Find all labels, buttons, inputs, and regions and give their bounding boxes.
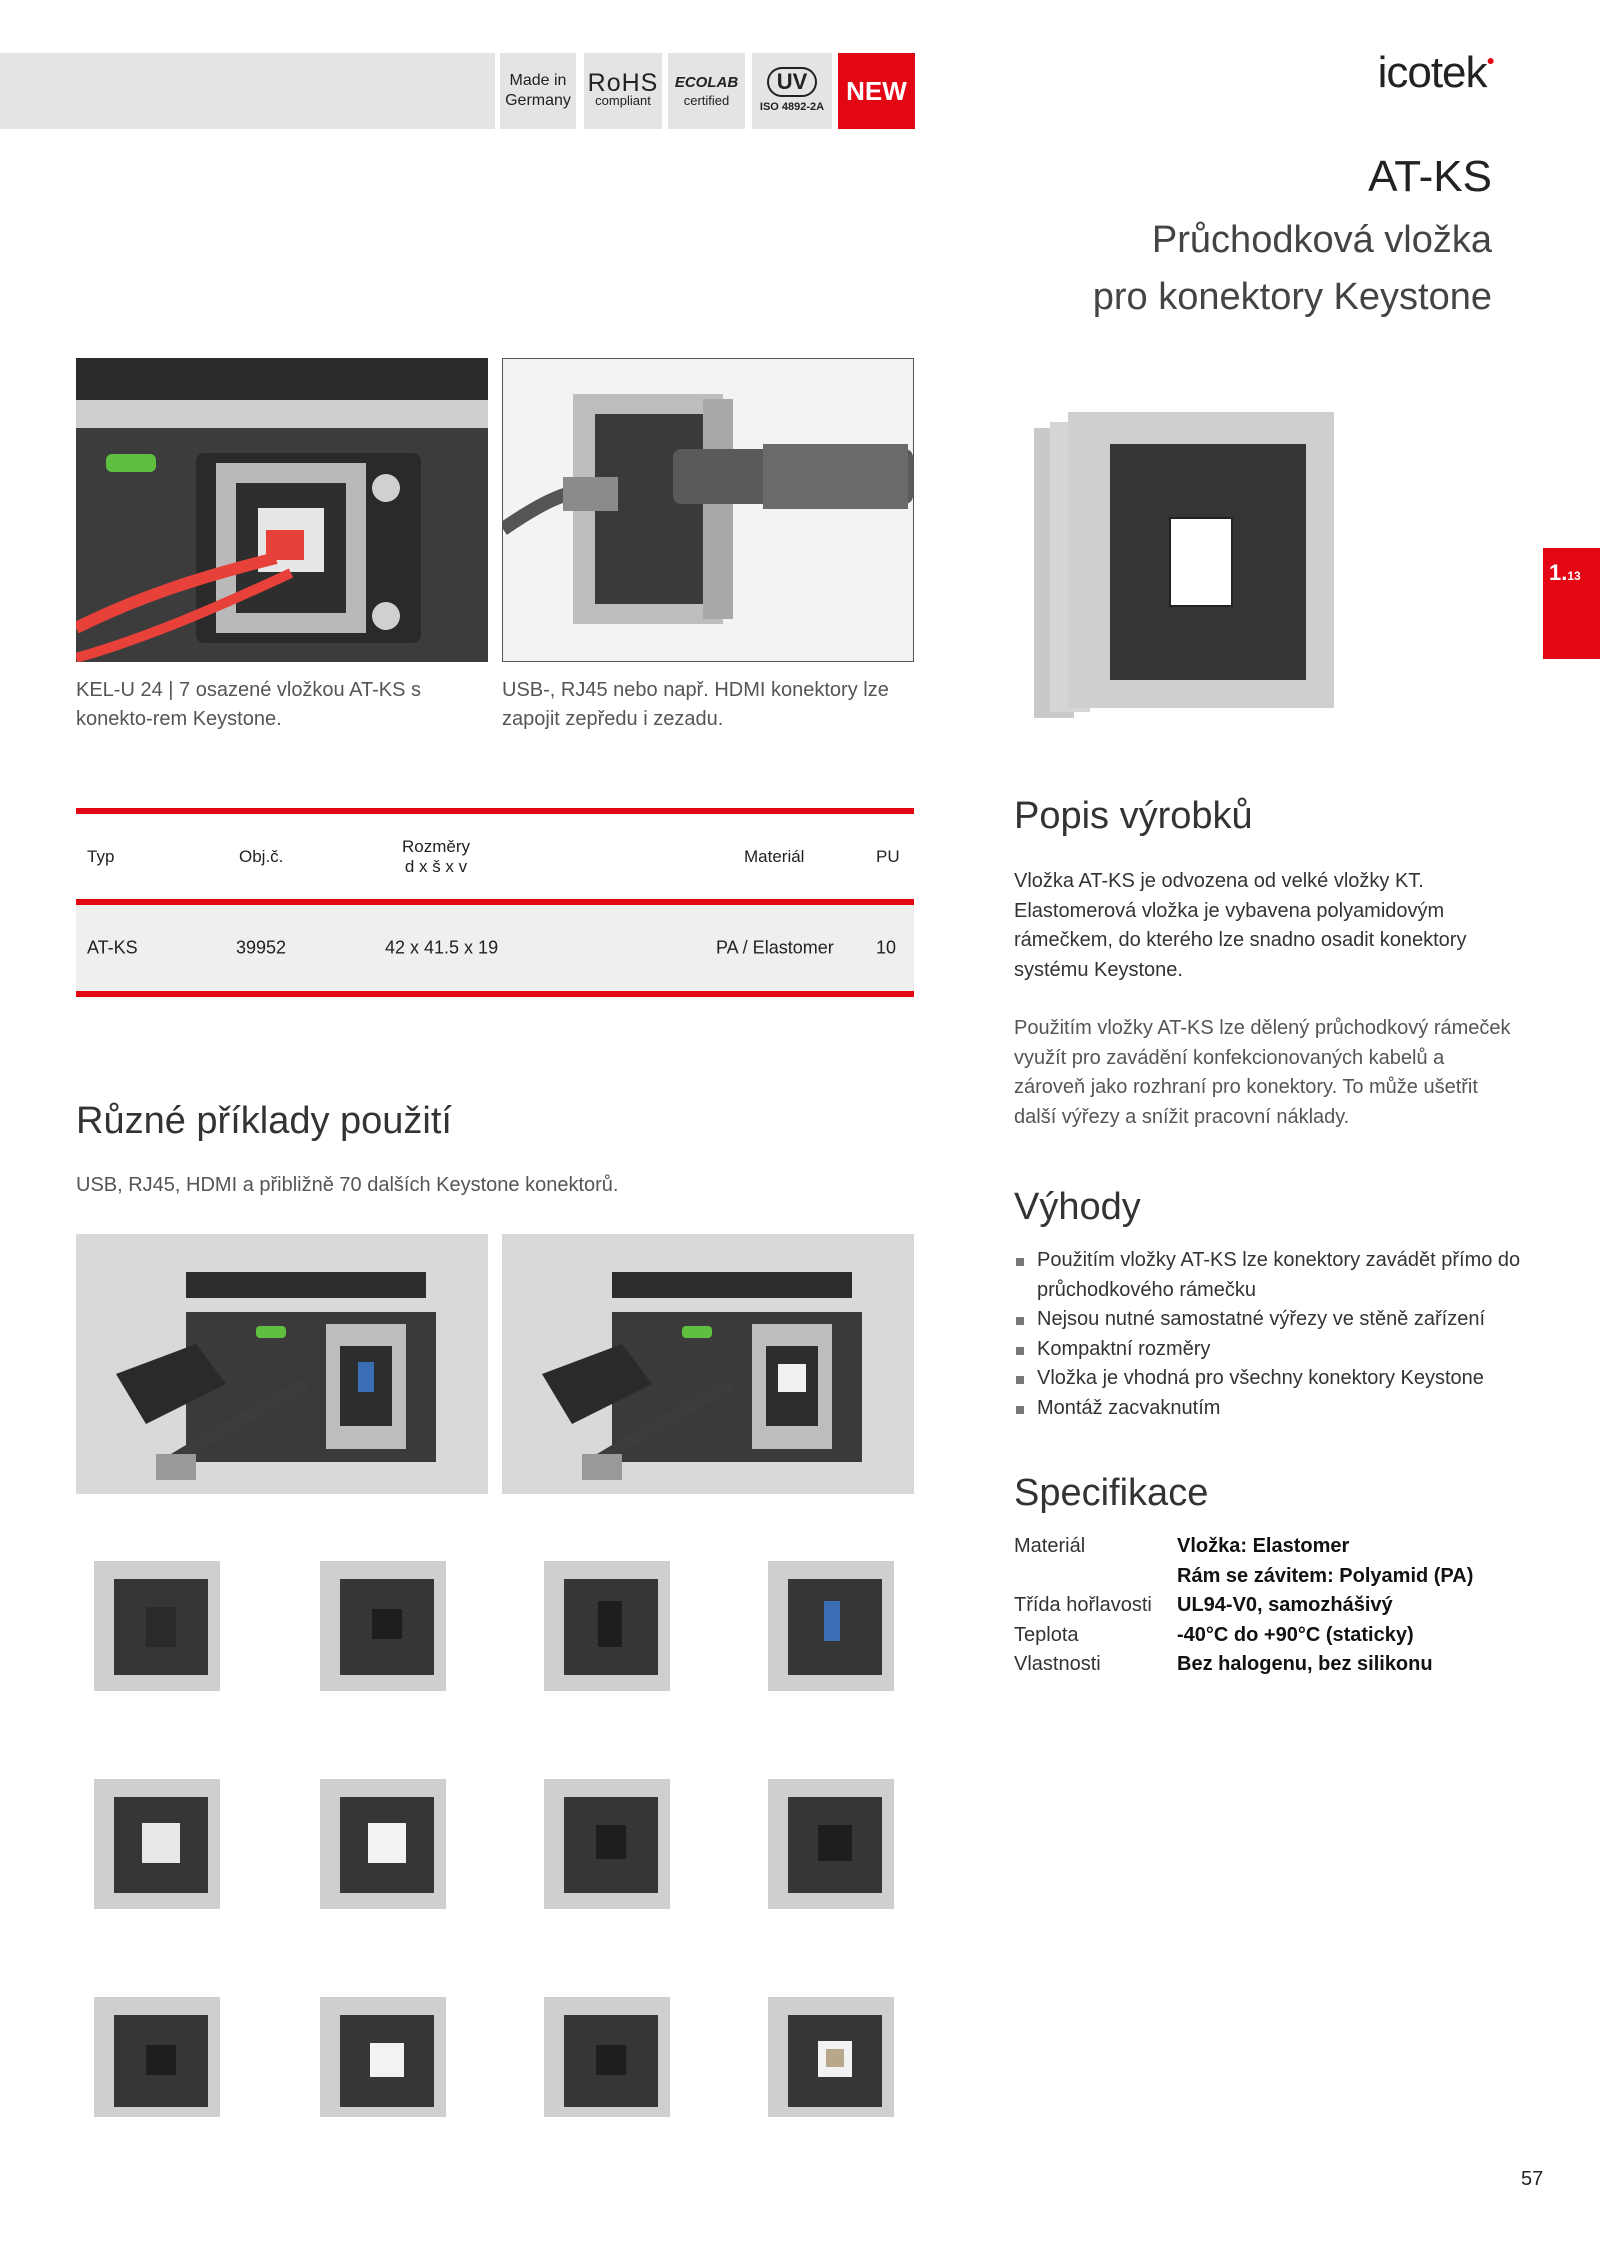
badge-text: ISO 4892-2A xyxy=(759,101,825,113)
cell-obj: 39952 xyxy=(236,937,287,958)
caption-photo1: KEL-U 24 | 7 osazené vložkou AT-KS s konekto-rem Keystone. xyxy=(76,679,421,730)
description-para1: Vložka AT-KS je odvozena od velké vložky KT. Elastomerová vložka je vybavena polyamidovým rámečkem, do kterého lze snadno osadit konektory systému Keystone. xyxy=(1014,870,1467,981)
rohs-badge xyxy=(584,53,662,129)
chapter-tab xyxy=(1543,548,1600,659)
badge-text: Made in xyxy=(509,72,567,89)
subtitle-line: pro konektory Keystone xyxy=(1092,276,1492,318)
table-rule-bottom xyxy=(76,991,914,997)
page-number: 57 xyxy=(1521,2168,1544,2190)
new-badge: NEW xyxy=(838,53,915,129)
header-obj: Obj.č. xyxy=(239,846,284,866)
header-rozmery-line: d x š x v xyxy=(404,856,468,876)
spec-flammability-value: UL94-V0, samozhášivý xyxy=(1177,1594,1393,1616)
photo-example-usb xyxy=(76,1234,488,1494)
chapter-number: 1. xyxy=(1549,560,1568,585)
header-typ: Typ xyxy=(87,846,115,866)
list-item: Montáž zacvaknutím xyxy=(1014,1394,1524,1424)
module-usb-b xyxy=(768,1779,894,1909)
cell-pu: 10 xyxy=(876,937,897,958)
spec-properties-value: Bez halogenu, bez silikonu xyxy=(1177,1653,1433,1675)
header-bar xyxy=(0,53,495,129)
spec-temperature-label: Teplota xyxy=(1014,1624,1079,1646)
module-usb-b-white xyxy=(768,1997,894,2117)
photo-example-rj45 xyxy=(502,1234,914,1494)
header-rozmery-line: Rozměry xyxy=(401,836,470,856)
spec-material-value2: Rám se závitem: Polyamid (PA) xyxy=(1177,1565,1474,1587)
module-rj45-cat6 xyxy=(94,1997,220,2117)
header-material: Materiál xyxy=(744,846,805,866)
cell-material: PA / Elastomer xyxy=(716,937,834,958)
module-gallery xyxy=(88,1557,908,2117)
badge-text: certified xyxy=(683,93,730,108)
spec-material-label: Materiál xyxy=(1014,1535,1086,1557)
photo-kel-u-installation xyxy=(76,358,488,662)
specs-heading: Specifikace xyxy=(1014,1472,1209,1514)
module-rj45-cat6-white xyxy=(320,1997,446,2117)
spec-properties-label: Vlastnosti xyxy=(1014,1653,1101,1675)
header-pu: PU xyxy=(876,846,900,866)
badge-text: Germany xyxy=(505,92,571,109)
module-blank xyxy=(94,1561,220,1691)
cell-rozmery: 42 x 41.5 x 19 xyxy=(385,937,499,958)
subtitle-line: Průchodková vložka xyxy=(1151,219,1492,261)
examples-heading: Různé příklady použití xyxy=(76,1100,452,1142)
brand-logo: icotek● xyxy=(1377,48,1494,97)
badge-text: compliant xyxy=(595,93,651,108)
description-para2: Použitím vložky AT-KS lze dělený průchodkový rámeček využít pro zavádění konfekcionovaných kabelů a zároveň jako rozhraní pro konektory. To může ušetřit další výřezy a snížit pracovní náklady. xyxy=(1014,1017,1511,1128)
product-subtitle xyxy=(892,212,1492,326)
photo-usb-connector xyxy=(502,358,914,662)
product-table xyxy=(76,808,914,997)
advantages-heading: Výhody xyxy=(1014,1186,1141,1228)
made-in-germany-badge xyxy=(500,53,576,129)
list-item: Použitím vložky AT-KS lze konektory zavádět přímo do průchodkového rámečku xyxy=(1014,1246,1524,1305)
module-usb-double xyxy=(94,1779,220,1909)
module-hdmi xyxy=(544,1561,670,1691)
spec-flammability-label: Třída hořlavosti xyxy=(1014,1594,1152,1616)
badge-text: ECOLAB xyxy=(674,74,739,91)
uv-badge xyxy=(752,53,832,129)
list-item: Vložka je vhodná pro všechny konektory Keystone xyxy=(1014,1364,1524,1394)
logo-text: icotek xyxy=(1377,48,1487,97)
module-rj45-shielded xyxy=(544,1997,670,2117)
advantages-list xyxy=(1014,1246,1524,1423)
chapter-subnumber: 13 xyxy=(1567,569,1581,583)
table-row xyxy=(76,905,914,991)
spec-temperature-value: -40°C do +90°C (staticky) xyxy=(1177,1624,1414,1646)
spec-material-value: Vložka: Elastomer xyxy=(1177,1535,1350,1557)
module-usb-a xyxy=(544,1779,670,1909)
cell-typ: AT-KS xyxy=(87,937,138,958)
ecolab-badge xyxy=(668,53,745,129)
description-heading: Popis výrobků xyxy=(1014,795,1253,837)
caption-photo2: USB-, RJ45 nebo např. HDMI konektory lze zapojit zepředu i zezadu. xyxy=(502,679,889,730)
module-rj45-white xyxy=(320,1779,446,1909)
list-item: Nejsou nutné samostatné výřezy ve stěně zařízení xyxy=(1014,1305,1524,1335)
examples-text: USB, RJ45, HDMI a přibližně 70 dalších Keystone konektorů. xyxy=(76,1174,619,1196)
product-image-at-ks xyxy=(1030,410,1338,720)
list-item: Kompaktní rozměry xyxy=(1014,1335,1524,1365)
product-code: AT-KS xyxy=(1368,152,1492,201)
module-rj45 xyxy=(320,1561,446,1691)
badge-text: RoHS xyxy=(587,69,659,97)
header-rozmery xyxy=(376,837,496,877)
module-usb3 xyxy=(768,1561,894,1691)
table-header-row xyxy=(76,814,914,899)
uv-icon: UV xyxy=(767,67,818,97)
